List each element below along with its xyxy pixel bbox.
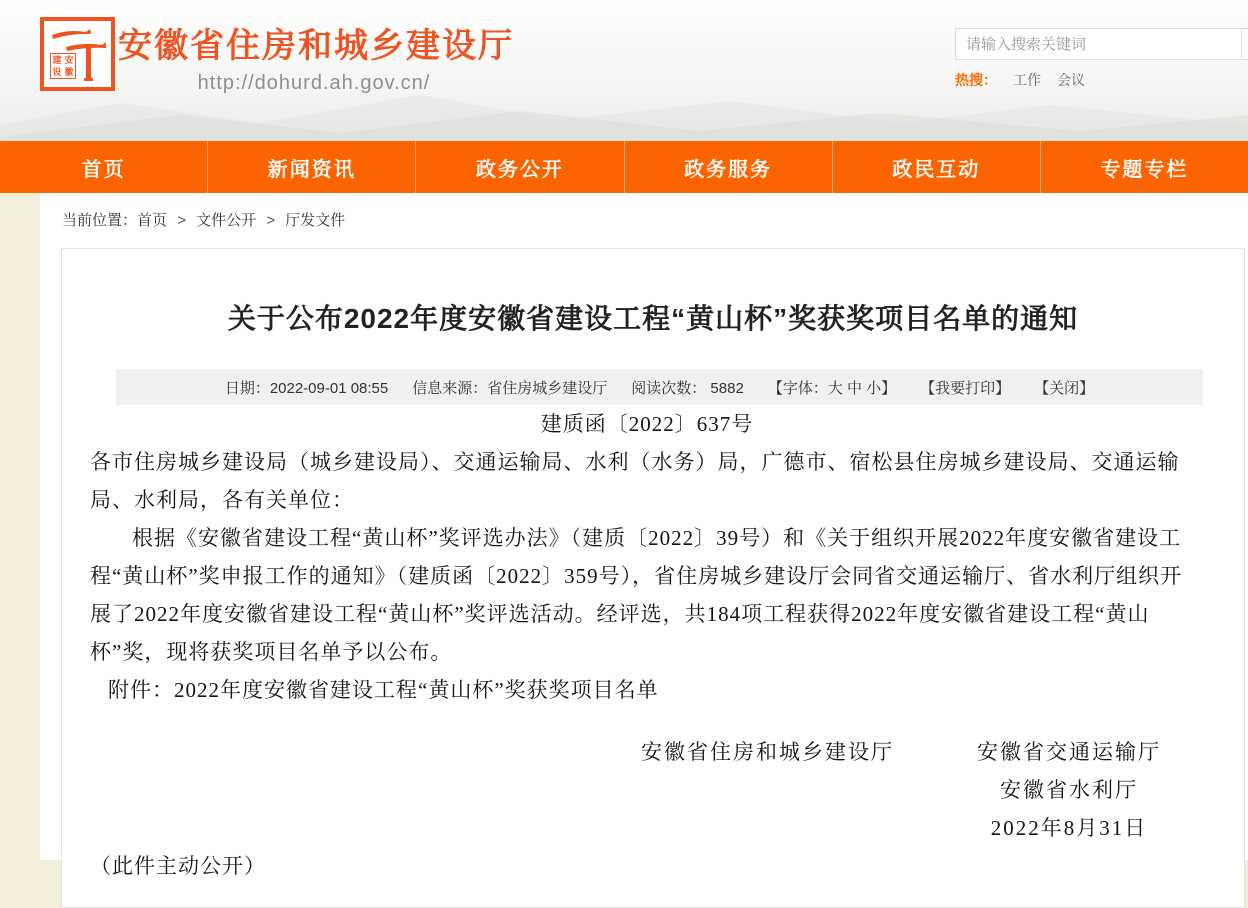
footer-note: （此件主动公开） xyxy=(90,854,266,878)
hot-search-term[interactable]: 会议 xyxy=(1057,72,1085,88)
hot-search-term[interactable]: 工作 xyxy=(1013,72,1041,88)
signature-agency-right: 安徽省交通运输厅 xyxy=(977,740,1161,764)
hot-search-row xyxy=(955,70,1248,90)
article-source: 信息来源：省住房城乡建设厅 xyxy=(412,379,608,397)
content-wrapper xyxy=(40,193,1248,878)
seal-char: 建 xyxy=(52,55,62,65)
paragraph-attachment: 附件：2022年度安徽省建设工程“黄山杯”奖获奖项目名单 xyxy=(108,678,659,702)
seal-char: 安 xyxy=(64,55,74,65)
site-brand xyxy=(118,12,514,95)
nav-item-home[interactable]: 首页 xyxy=(0,141,208,193)
nav-item-gov-service[interactable]: 政务服务 xyxy=(625,141,833,193)
document-number: 建质函〔2022〕637号 xyxy=(540,412,754,436)
close-button[interactable]: 【关闭】 xyxy=(1034,379,1095,397)
site-header xyxy=(0,0,1248,141)
nav-item-special[interactable]: 专题专栏 xyxy=(1100,158,1189,181)
search-input[interactable] xyxy=(955,28,1242,60)
seal-char: 设 xyxy=(52,67,62,77)
font-size-control[interactable]: 【字体：大 中 小】 xyxy=(767,379,897,397)
nav-item-interaction[interactable]: 政民互动 xyxy=(833,141,1041,193)
nav-item-gov-open[interactable]: 政务公开 xyxy=(416,141,624,193)
main-nav xyxy=(0,141,1248,193)
breadcrumb-files[interactable]: 文件公开 xyxy=(196,212,257,229)
paragraph-recipients: 各市住房城乡建设局（城乡建设局）、交通运输局、水利（水务）局，广德市、宿松县住房城乡建设局、交通运输局、水利局，各有关单位： xyxy=(90,450,1180,512)
breadcrumb-current: 厅发文件 xyxy=(285,212,346,229)
breadcrumb-separator: > xyxy=(177,212,186,229)
signature-agency-second: 安徽省水利厅 xyxy=(1000,778,1138,802)
search-area xyxy=(955,28,1248,90)
breadcrumb-home[interactable]: 首页 xyxy=(137,212,168,229)
search-button[interactable] xyxy=(1241,28,1248,60)
signature-agency-left: 安徽省住房和城乡建设厅 xyxy=(641,740,894,764)
breadcrumb-label: 当前位置： xyxy=(62,212,138,229)
paragraph-main: 根据《安徽省建设工程“黄山杯”奖评选办法》（建质〔2022〕39号）和《关于组织开展2022年度安徽省建设工程“黄山杯”奖申报工作的通知》（建质函〔2022〕359号），省住房城乡建设厅会同省交通运输厅、省水利厅组织开展了2022年度安徽省建设工程“黄山杯”奖评选活动。经评选，共184项工程获得2022年度安徽省建设工程“黄山杯”奖，现将获奖项目名单予以公布。 xyxy=(90,526,1183,664)
logo-seal xyxy=(50,53,76,79)
site-title: 安徽省住房和城乡建设厅 xyxy=(118,27,514,65)
article-date: 日期：2022-09-01 08:55 xyxy=(224,379,389,397)
article-body xyxy=(62,405,1244,885)
signature-row-2 xyxy=(90,771,1204,809)
hot-search-label: 热搜： xyxy=(955,72,997,88)
signature-row-1 xyxy=(90,733,1204,771)
article-views: 阅读次数： 5882 xyxy=(631,379,744,397)
article-meta-bar xyxy=(116,369,1203,405)
signature-row-3 xyxy=(90,809,1204,847)
article-box xyxy=(61,248,1245,908)
nav-item-news[interactable]: 新闻资讯 xyxy=(208,141,416,193)
breadcrumb-separator: > xyxy=(266,212,276,229)
signature-date: 2022年8月31日 xyxy=(990,816,1148,840)
print-button[interactable]: 【我要打印】 xyxy=(920,379,1011,397)
breadcrumb xyxy=(40,193,1248,243)
article-title: 关于公布2022年度安徽省建设工程“黄山杯”奖获奖项目名单的通知 xyxy=(227,303,1079,334)
seal-char: 徽 xyxy=(64,67,74,77)
site-logo[interactable] xyxy=(40,17,115,91)
site-url: http://dohurd.ah.gov.cn/ xyxy=(197,72,431,94)
